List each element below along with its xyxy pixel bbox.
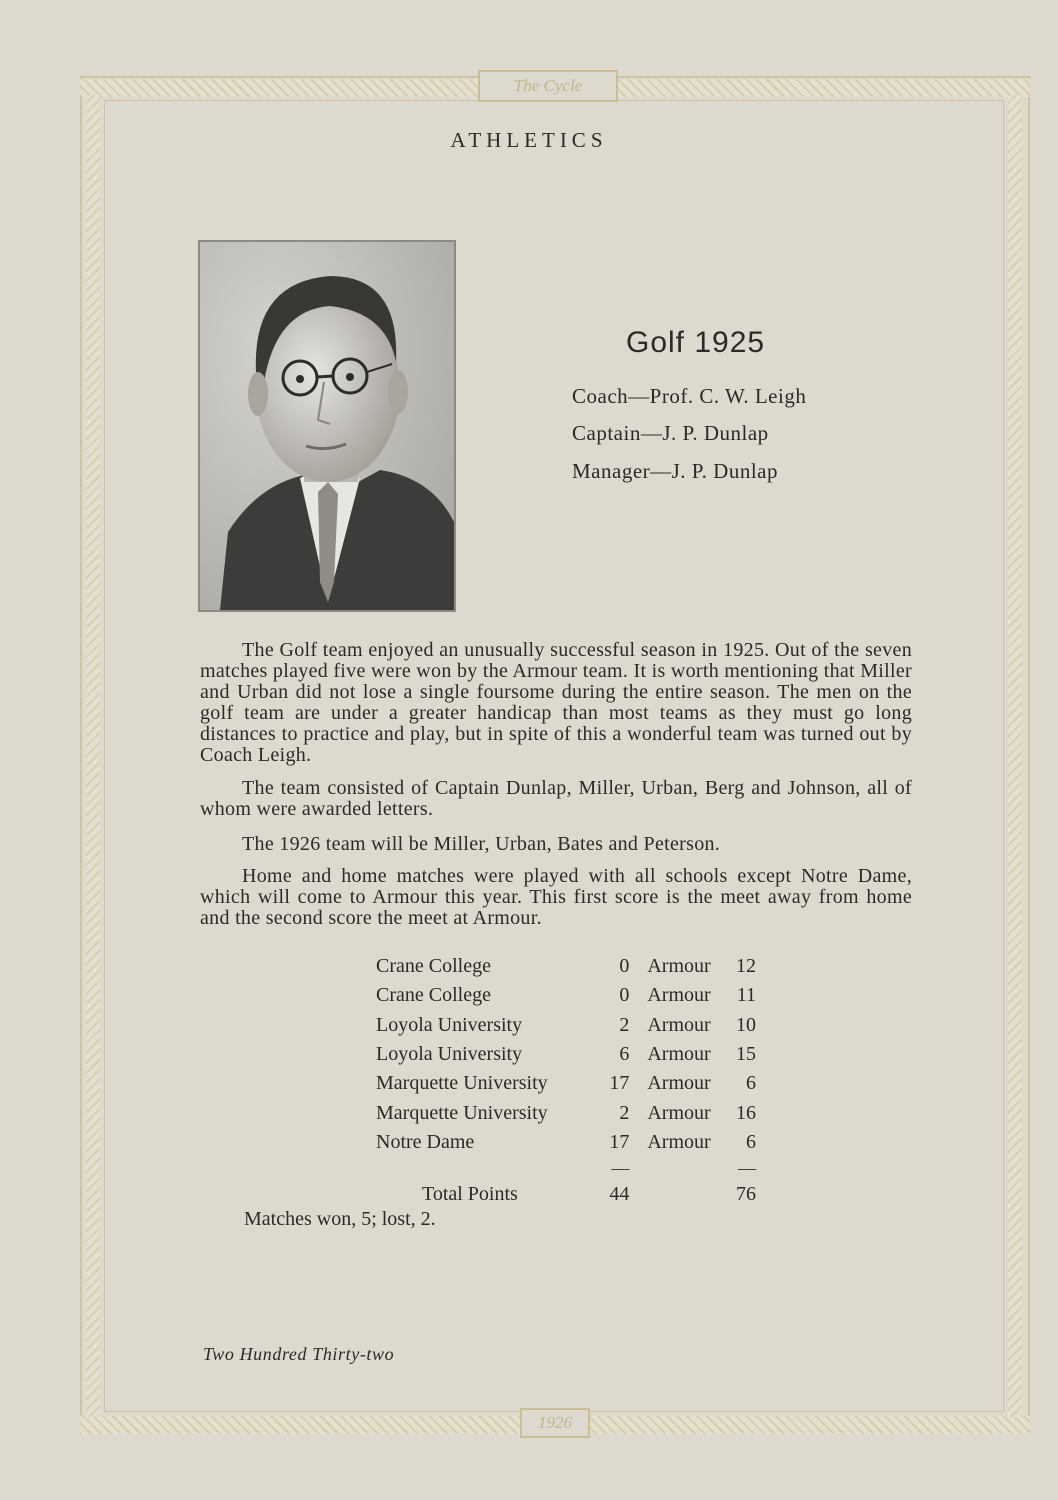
manager-line: Manager—J. P. Dunlap [572,459,778,483]
opponent-name: Loyola University [376,1013,523,1036]
armour-label: Armour [647,1101,711,1124]
opponent-name: Marquette University [376,1072,548,1095]
armour-score: 16 [736,1101,756,1124]
table-row [376,1128,756,1157]
sum-rule-armour: — [738,1157,756,1178]
armour-score: 12 [736,955,756,978]
coach-line: Coach—Prof. C. W. Leigh [572,384,807,408]
opponent-score: 0 [619,955,630,978]
armour-score: 6 [746,1072,756,1095]
table-row [376,1098,756,1127]
opponent-name: Notre Dame [376,1130,475,1153]
paragraph-team: The team consisted of Captain Dunlap, Miller, Urban, Berg and Johnson, all of whom were awarded letters. [200,777,912,820]
table-row [376,981,756,1010]
table-row [376,1040,756,1069]
section-heading: ATHLETICS [450,128,608,152]
paragraph-season: The Golf team enjoyed an unusually successful season in 1925. Out of the seven matches played five were won by the Armour team. It is worth mentioning that Miller and Urban did not lose a single foursome during the entire season. The men on the golf team are under a greater handicap than most teams as they must go long distances to practice and play, but in spite of this a wonderful team was turned out by Coach Leigh. [200,639,912,766]
season-summary: Matches won, 5; lost, 2. [244,1208,436,1230]
armour-label: Armour [647,1043,711,1066]
page-number: Two Hundred Thirty-two [203,1344,395,1364]
captain-line: Captain—J. P. Dunlap [572,421,769,445]
opponent-score: 0 [619,984,630,1007]
opponent-name: Crane College [376,984,491,1007]
sum-rule-row [376,1157,756,1179]
opponent-name: Marquette University [376,1101,548,1124]
armour-score: 6 [746,1130,756,1153]
total-row [376,1179,756,1209]
coach-portrait [198,240,456,612]
opponent-score: 17 [609,1072,630,1095]
opponent-name: Loyola University [376,1043,523,1066]
opponent-name: Crane College [376,955,491,978]
armour-label: Armour [647,955,711,978]
opponent-score: 2 [619,1013,630,1036]
border-ornament-right [1008,95,1022,1417]
paragraph-next-team: The 1926 team will be Miller, Urban, Bates and Peterson. [242,833,721,855]
opponent-score: 6 [619,1043,630,1066]
armour-label: Armour [647,1072,711,1095]
border-ornament-left [86,95,100,1417]
armour-score: 15 [736,1043,756,1066]
armour-score: 11 [736,984,756,1007]
total-opponent-score: 44 [609,1182,630,1205]
total-label: Total Points [422,1182,518,1205]
header-cartouche: The Cycle [478,70,618,102]
sport-title: Golf 1925 [626,326,766,359]
footer-cartouche: 1926 [520,1408,590,1438]
opponent-score: 17 [609,1130,630,1153]
paragraph-matches: Home and home matches were played with all schools except Notre Dame, which will come to Armour this year. This first score is the meet away from home and the second score the meet at Armour. [200,865,912,929]
armour-label: Armour [647,1013,711,1036]
sum-rule-opponent: — [611,1157,630,1178]
armour-score: 10 [736,1013,756,1036]
table-row [376,1011,756,1040]
table-row [376,952,756,981]
results-table [376,952,756,1209]
table-row [376,1069,756,1098]
total-armour-score: 76 [736,1182,756,1205]
armour-label: Armour [647,984,711,1007]
armour-label: Armour [647,1130,711,1153]
opponent-score: 2 [619,1101,630,1124]
